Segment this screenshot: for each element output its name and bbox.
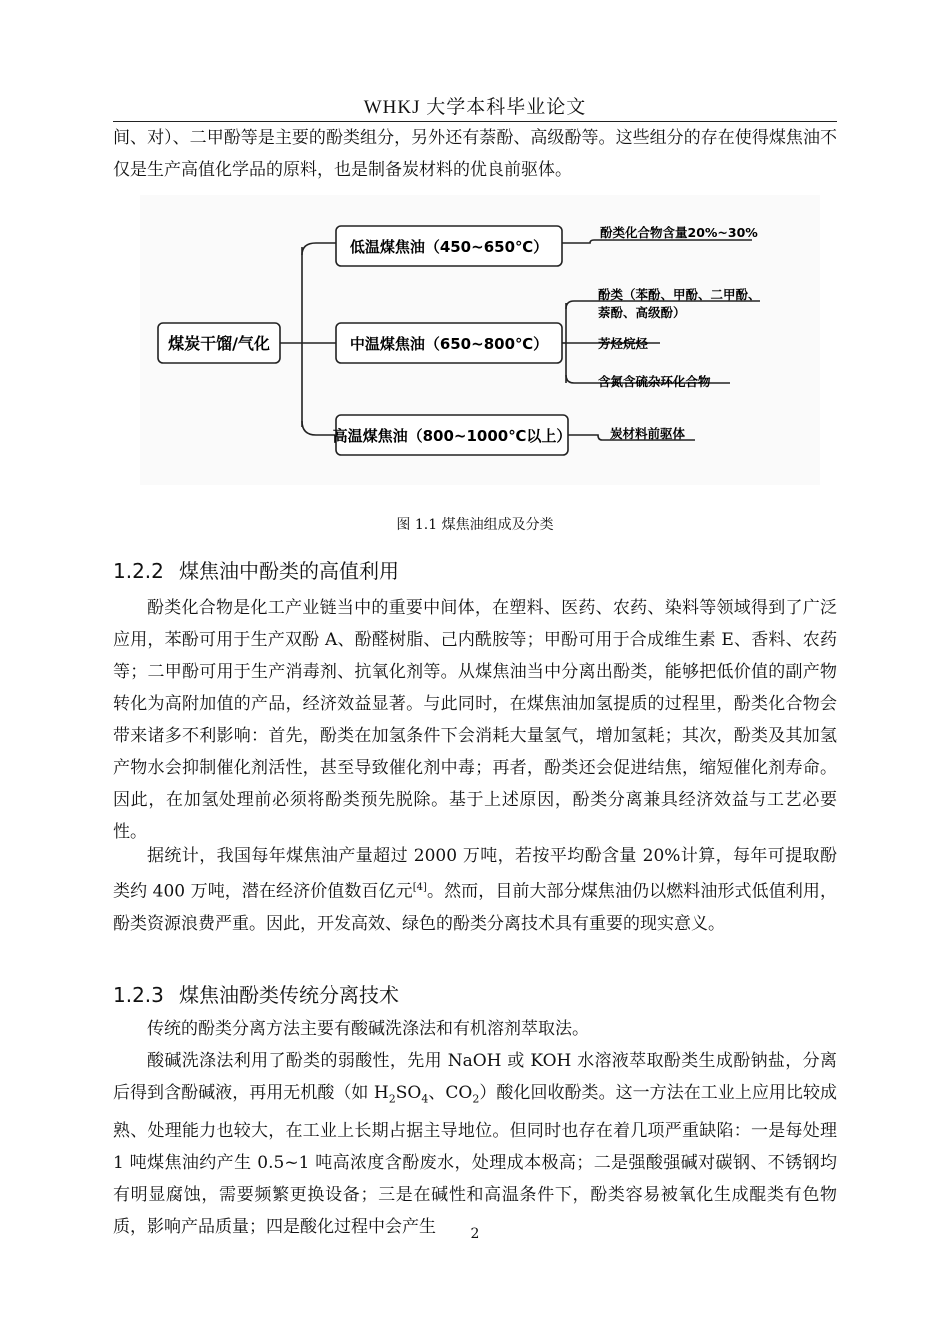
paragraph-text: 据统计，我国每年煤焦油产量超过 2000 万吨，若按平均酚含量 20%计算，每年可提取酚类约 400 万吨，潜在经济价值数百亿元: [113, 846, 837, 902]
page-header: WHKJ 大学本科毕业论文: [363, 97, 587, 118]
subscript: 2: [388, 1092, 396, 1106]
citation-ref: [4]: [412, 882, 427, 893]
section-number: 1.2.3: [113, 983, 164, 1007]
paragraph-statistics: [113, 840, 837, 940]
diagram-leaf-high-1: 炭材料前驱体: [610, 426, 686, 441]
paragraph-high-value-use: 酚类化合物是化工产业链当中的重要中间体，在塑料、医药、农药、染料等领域得到了广泛应用，苯酚可用于生产双酚 A、酚醛树脂、己内酰胺等；甲酚可用于合成维生素 E、香料、农药等；二甲酚可用于生产消毒剂、抗氧化剂等。从煤焦油当中分离出酚类，能够把低价值的副产物转化为高附加值的产品，经济效益显著。与此同时，在煤焦油加氢提质的过程里，酚类化合物会带来诸多不利影响：首先，酚类在加氢条件下会消耗大量氢气，增加氢耗；其次，酚类及其加氢产物水会抑制催化剂活性，甚至导致催化剂中毒；再者，酚类还会促进结焦，缩短催化剂寿命。因此，在加氢处理前必须将酚类预先脱除。基于上述原因，酚类分离兼具经济效益与工艺必要性。: [113, 598, 837, 842]
diagram-leaf-low-1: 酚类化合物含量20%~30%: [600, 225, 758, 240]
paragraph-text: 。然而，目前大部分煤焦油仍以燃料油形式低值利用，酚类资源浪费严重。因此，开发高效、绿色的酚类分离技术具有重要的现实意义。: [113, 881, 837, 934]
section-heading-1-2-3: [113, 979, 399, 1008]
subscript: 2: [472, 1092, 480, 1106]
subscript: 4: [421, 1092, 429, 1106]
figure-diagram: [140, 195, 820, 485]
section-title: 煤焦油中酚类的高值利用: [179, 559, 399, 583]
diagram-leaf-mid-3: 含氮含硫杂环化合物: [598, 374, 711, 389]
paragraph-methods-intro: 传统的酚类分离方法主要有酸碱洗涤法和有机溶剂萃取法。: [147, 1019, 589, 1039]
paragraph-text: 酸碱洗涤法利用了酚类的弱酸性，先用 NaOH 或 KOH 水溶液萃取酚类生成酚钠盐，分离后得到含酚碱液，再用无机酸（如 H: [113, 1051, 837, 1103]
section-heading-1-2-2: [113, 555, 399, 584]
diagram-branch-low: 低温煤焦油（450~650℃）: [349, 238, 549, 256]
page-number: 2: [470, 1226, 480, 1242]
paragraph-text: ）酸化回收酚类。这一方法在工业上应用比较成熟、处理能力也较大，在工业上长期占据主导地位。但同时也存在着几项严重缺陷：一是每处理 1 吨煤焦油约产生 0.5~1 吨高浓度含酚废水，处理成本极高；二是强酸强碱对碳钢、不锈钢均有明显腐蚀，需要频繁更换设备；三是在碱性和高温条件下，酚类容易被氧化生成醌类有色物质，影响产品质量；四是酸化过程中会产生: [113, 1083, 837, 1238]
diagram-branch-mid: 中温煤焦油（650~800℃）: [349, 335, 549, 353]
figure-caption: 图 1.1 煤焦油组成及分类: [396, 517, 554, 533]
paragraph-text: 、CO: [428, 1083, 473, 1103]
diagram-root-label: 煤炭干馏/气化: [168, 334, 270, 353]
intro-paragraph: 间、对）、二甲酚等是主要的酚类组分，另外还有萘酚、高级酚等。这些组分的存在使得煤焦油不仅是生产高值化学品的原料，也是制备炭材料的优良前驱体。: [113, 128, 837, 180]
section-number: 1.2.2: [113, 559, 164, 583]
diagram-branch-high: 高温煤焦油（800~1000℃以上）: [332, 427, 572, 445]
diagram-leaf-mid-1: 酚类（苯酚、甲酚、二甲酚、: [598, 287, 761, 302]
section-title: 煤焦油酚类传统分离技术: [179, 983, 399, 1007]
paragraph-acid-base-washing: [113, 1045, 837, 1243]
diagram-leaf-mid-1b: 萘酚、高级酚）: [598, 305, 686, 320]
paragraph-text: SO: [395, 1083, 422, 1103]
diagram-leaf-mid-2: 芳烃烷烃: [598, 336, 649, 351]
